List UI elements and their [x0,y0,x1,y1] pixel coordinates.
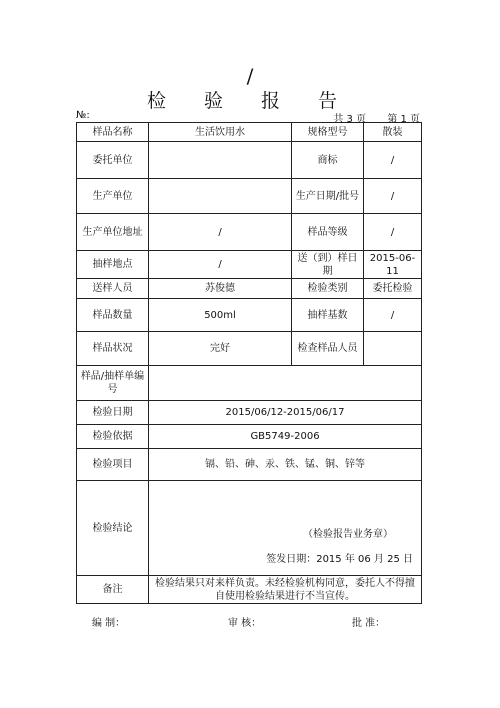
sample-quantity-label: 样品数量 [77,299,149,332]
sample-name-value: 生活饮用水 [149,123,292,142]
report-number-label: №: [76,110,90,121]
sample-grade-value: / [364,214,422,251]
table-row [77,123,422,142]
sample-grade-label: 样品等级 [292,214,364,251]
producer-label: 生产单位 [77,179,149,214]
table-row [77,576,422,604]
inspection-date-label: 检验日期 [77,401,149,425]
compiled-by-label: 编 制： [92,618,126,629]
table-row [77,299,422,332]
report-table [76,122,422,604]
table-row [77,332,422,366]
table-row [77,214,422,251]
inspection-basis-label: 检验依据 [77,425,149,449]
delivery-date-value: 2015-06-11 [364,251,422,279]
sample-name-label: 样品名称 [77,123,149,142]
sample-number-value [149,366,422,401]
table-row [77,142,422,179]
sample-number-label: 样品/抽样单编号 [77,366,149,401]
sender-value: 苏俊德 [149,279,292,299]
client-label: 委托单位 [77,142,149,179]
inspection-type-label: 检验类别 [292,279,364,299]
sample-checker-label: 检查样品人员 [292,332,364,366]
sender-label: 送样人员 [77,279,149,299]
conclusion-label: 检验结论 [77,481,149,576]
table-row [77,179,422,214]
client-value [149,142,292,179]
inspection-items-label: 检验项目 [77,449,149,481]
producer-address-label: 生产单位地址 [77,214,149,251]
sample-condition-value: 完好 [149,332,292,366]
sampling-base-label: 抽样基数 [292,299,364,332]
conclusion-cell [149,481,422,576]
table-row [77,251,422,279]
reviewed-by-label: 审 核： [228,618,262,629]
report-title: 检 验 报 告 [146,90,354,112]
total-pages: 共 3 页 [333,114,367,125]
sampling-site-label: 抽样地点 [77,251,149,279]
trademark-value: / [364,142,422,179]
business-seal-note: （检验报告业务章） [303,529,393,540]
inspection-basis-value: GB5749-2006 [149,425,422,449]
table-row [77,425,422,449]
table-row [77,366,422,401]
table-row [77,481,422,576]
inspection-items-value: 镉、铅、砷、汞、铁、锰、铜、锌等 [149,449,422,481]
remark-label: 备注 [77,576,149,604]
inspection-date-value: 2015/06/12-2015/06/17 [149,401,422,425]
table-row [77,279,422,299]
sample-condition-label: 样品状况 [77,332,149,366]
table-row [77,401,422,425]
issue-date: 签发日期：2015 年 06 月 25 日 [266,554,413,565]
approved-by-label: 批 准： [352,618,386,629]
delivery-date-label: 送（到）样日期 [292,251,364,279]
production-date-label: 生产日期/批号 [292,179,364,214]
sampling-site-value: / [149,251,292,279]
sample-checker-value [364,332,422,366]
remark-text: 检验结果只对来样负责。未经检验机构同意，委托人不得擅自使用检验结果进行不当宣传。 [149,576,422,604]
producer-address-value: / [149,214,292,251]
sampling-base-value: / [364,299,422,332]
table-row [77,449,422,481]
producer-value [149,179,292,214]
model-value: 散装 [364,123,422,142]
model-label: 规格型号 [292,123,364,142]
inspection-type-value: 委托检验 [364,279,422,299]
title-slash: / [246,64,254,88]
production-date-value: / [364,179,422,214]
trademark-label: 商标 [292,142,364,179]
page-number: 第 1 页 [387,114,420,125]
sample-quantity-value: 500ml [149,299,292,332]
